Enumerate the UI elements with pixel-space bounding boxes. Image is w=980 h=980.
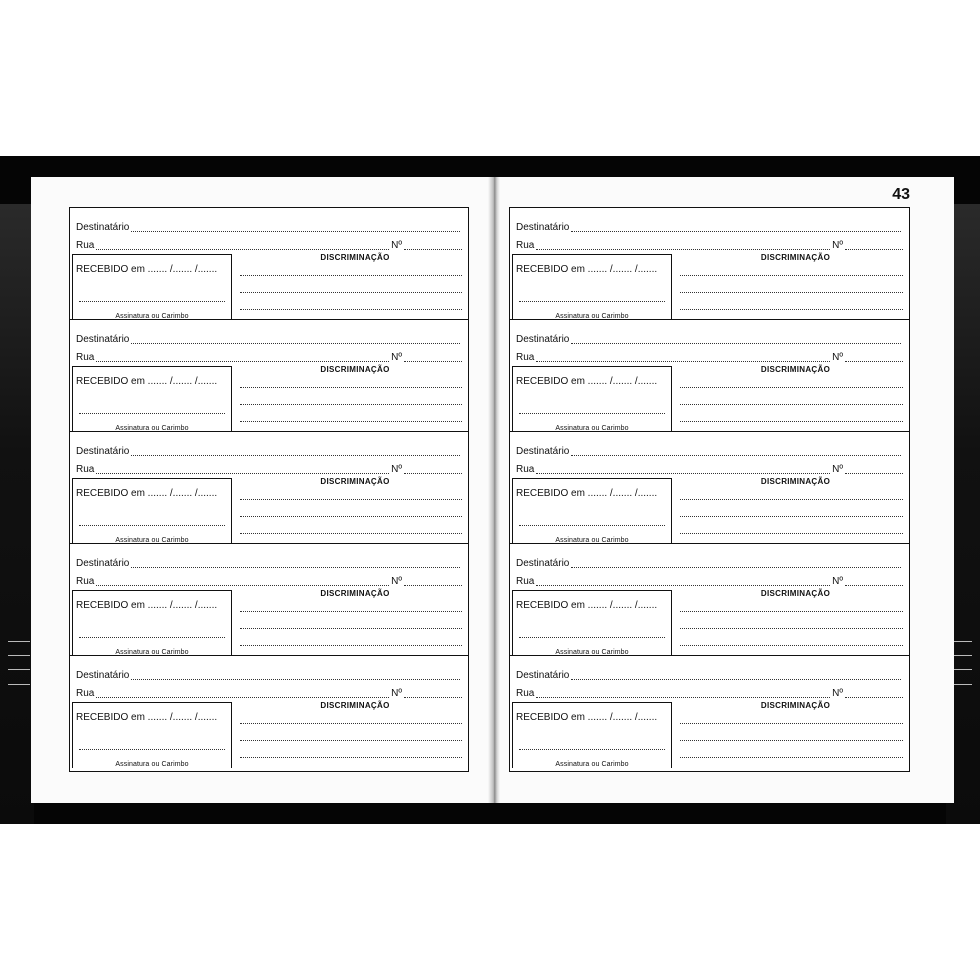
number-field[interactable] (404, 697, 462, 698)
delivery-receipt-form (70, 320, 468, 432)
description-title: DISCRIMINAÇÃO (320, 365, 390, 374)
description-line[interactable] (680, 611, 903, 612)
recipient-label: Destinatário (516, 446, 570, 457)
description-line[interactable] (240, 421, 462, 422)
signature-label: Assinatura ou Carimbo (115, 537, 189, 544)
delivery-receipt-form (70, 544, 468, 656)
street-field[interactable] (96, 249, 389, 250)
number-field[interactable] (404, 473, 462, 474)
street-row (76, 574, 462, 588)
signature-label: Assinatura ou Carimbo (555, 649, 629, 656)
street-field[interactable] (536, 697, 830, 698)
received-date-label[interactable]: RECEBIDO em ....... /....... /....... (76, 712, 218, 723)
delivery-receipt-form (510, 432, 909, 544)
received-box (512, 590, 672, 656)
right-form-block (509, 207, 910, 772)
delivery-receipt-form (510, 320, 909, 432)
description-line[interactable] (240, 740, 462, 741)
description-line[interactable] (240, 611, 462, 612)
street-row (76, 686, 462, 700)
recipient-row (76, 332, 462, 346)
street-field[interactable] (96, 585, 389, 586)
recipient-row (516, 220, 903, 234)
street-field[interactable] (536, 473, 830, 474)
page-edge-left (0, 204, 34, 824)
recipient-label: Destinatário (516, 670, 570, 681)
signature-field[interactable] (519, 749, 665, 750)
signature-field[interactable] (79, 749, 225, 750)
description-line[interactable] (680, 387, 903, 388)
description-title: DISCRIMINAÇÃO (760, 365, 831, 374)
signature-label: Assinatura ou Carimbo (115, 425, 189, 432)
recipient-field[interactable] (131, 231, 460, 232)
number-field[interactable] (845, 361, 903, 362)
street-field[interactable] (96, 361, 389, 362)
description-line[interactable] (680, 628, 903, 629)
description-line[interactable] (240, 309, 462, 310)
recipient-label: Destinatário (76, 558, 130, 569)
received-box (512, 478, 672, 544)
received-box (512, 254, 672, 320)
recipient-field[interactable] (571, 679, 901, 680)
street-field[interactable] (536, 585, 830, 586)
recipient-row (76, 556, 462, 570)
street-field[interactable] (536, 361, 830, 362)
street-label: Rua (76, 240, 95, 251)
book-gutter (488, 177, 500, 803)
street-label: Rua (516, 576, 535, 587)
signature-field[interactable] (519, 413, 665, 414)
recipient-row (76, 444, 462, 458)
recipient-label: Destinatário (76, 446, 130, 457)
recipient-field[interactable] (131, 679, 460, 680)
received-date-label[interactable]: RECEBIDO em ....... /....... /....... (76, 376, 218, 387)
recipient-row (516, 444, 903, 458)
description-line[interactable] (240, 645, 462, 646)
recipient-row (516, 556, 903, 570)
street-label: Rua (76, 688, 95, 699)
signature-label: Assinatura ou Carimbo (555, 761, 629, 768)
street-row (76, 462, 462, 476)
received-box (72, 702, 232, 768)
description-title: DISCRIMINAÇÃO (320, 701, 390, 710)
received-box (72, 366, 232, 432)
signature-field[interactable] (79, 525, 225, 526)
signature-label: Assinatura ou Carimbo (555, 313, 629, 320)
delivery-receipt-form (70, 208, 468, 320)
number-field[interactable] (845, 697, 903, 698)
page-edge-mark (8, 641, 30, 642)
signature-label: Assinatura ou Carimbo (115, 761, 189, 768)
received-date-label[interactable]: RECEBIDO em ....... /....... /....... (516, 264, 658, 275)
delivery-receipt-form (70, 432, 468, 544)
signature-field[interactable] (519, 301, 665, 302)
delivery-receipt-form (510, 544, 909, 656)
number-field[interactable] (404, 361, 462, 362)
number-field[interactable] (845, 249, 903, 250)
description-line[interactable] (240, 628, 462, 629)
description-line[interactable] (680, 723, 903, 724)
description-line[interactable] (240, 387, 462, 388)
street-label: Rua (516, 240, 535, 251)
signature-label: Assinatura ou Carimbo (555, 425, 629, 432)
description-title: DISCRIMINAÇÃO (760, 253, 831, 262)
recipient-row (76, 668, 462, 682)
description-line[interactable] (240, 404, 462, 405)
signature-field[interactable] (519, 637, 665, 638)
description-line[interactable] (680, 421, 903, 422)
number-label: Nº (832, 688, 843, 699)
received-box (72, 254, 232, 320)
signature-label: Assinatura ou Carimbo (555, 537, 629, 544)
number-label: Nº (391, 688, 402, 699)
description-line[interactable] (240, 499, 462, 500)
description-line[interactable] (680, 292, 903, 293)
description-line[interactable] (680, 757, 903, 758)
delivery-receipt-form (70, 656, 468, 768)
description-title: DISCRIMINAÇÃO (320, 589, 390, 598)
recipient-row (516, 668, 903, 682)
received-box (512, 702, 672, 768)
recipient-label: Destinatário (516, 222, 570, 233)
number-label: Nº (832, 240, 843, 251)
street-field[interactable] (96, 473, 389, 474)
street-label: Rua (516, 688, 535, 699)
description-line[interactable] (240, 292, 462, 293)
received-date-label[interactable]: RECEBIDO em ....... /....... /....... (76, 264, 218, 275)
number-field[interactable] (404, 249, 462, 250)
street-field[interactable] (96, 697, 389, 698)
recipient-label: Destinatário (76, 334, 130, 345)
delivery-receipt-form (510, 656, 909, 768)
description-title: DISCRIMINAÇÃO (760, 477, 831, 486)
street-label: Rua (516, 464, 535, 475)
page-edge-mark (8, 684, 30, 685)
number-label: Nº (391, 464, 402, 475)
signature-field[interactable] (79, 301, 225, 302)
number-label: Nº (391, 240, 402, 251)
description-line[interactable] (680, 533, 903, 534)
street-row (516, 574, 903, 588)
received-date-label[interactable]: RECEBIDO em ....... /....... /....... (516, 712, 658, 723)
description-line[interactable] (240, 275, 462, 276)
description-title: DISCRIMINAÇÃO (760, 701, 831, 710)
received-date-label[interactable]: RECEBIDO em ....... /....... /....... (516, 376, 658, 387)
description-line[interactable] (680, 275, 903, 276)
number-label: Nº (391, 352, 402, 363)
description-line[interactable] (240, 516, 462, 517)
received-box (72, 590, 232, 656)
number-field[interactable] (845, 585, 903, 586)
description-line[interactable] (680, 740, 903, 741)
signature-field[interactable] (519, 525, 665, 526)
description-title: DISCRIMINAÇÃO (320, 477, 390, 486)
page-number: 43 (892, 186, 910, 203)
street-label: Rua (76, 352, 95, 363)
recipient-row (516, 332, 903, 346)
description-line[interactable] (680, 499, 903, 500)
description-line[interactable] (680, 309, 903, 310)
description-title: DISCRIMINAÇÃO (760, 589, 831, 598)
description-title: DISCRIMINAÇÃO (320, 253, 390, 262)
recipient-field[interactable] (571, 567, 901, 568)
received-date-label[interactable]: RECEBIDO em ....... /....... /....... (516, 488, 658, 499)
description-line[interactable] (680, 404, 903, 405)
description-line[interactable] (240, 723, 462, 724)
number-label: Nº (832, 576, 843, 587)
description-line[interactable] (680, 645, 903, 646)
recipient-label: Destinatário (516, 334, 570, 345)
street-label: Rua (76, 576, 95, 587)
signature-label: Assinatura ou Carimbo (115, 313, 189, 320)
recipient-field[interactable] (131, 343, 460, 344)
description-line[interactable] (240, 757, 462, 758)
received-box (512, 366, 672, 432)
number-field[interactable] (404, 585, 462, 586)
street-row (516, 686, 903, 700)
left-form-block (69, 207, 469, 772)
page-edge-mark (8, 655, 30, 656)
recipient-field[interactable] (131, 567, 460, 568)
signature-field[interactable] (79, 413, 225, 414)
recipient-field[interactable] (571, 455, 901, 456)
number-field[interactable] (845, 473, 903, 474)
street-row (516, 238, 903, 252)
number-label: Nº (832, 352, 843, 363)
street-field[interactable] (536, 249, 830, 250)
received-date-label[interactable]: RECEBIDO em ....... /....... /....... (76, 488, 218, 499)
signature-field[interactable] (79, 637, 225, 638)
recipient-field[interactable] (571, 231, 901, 232)
recipient-label: Destinatário (516, 558, 570, 569)
delivery-receipt-form (510, 208, 909, 320)
street-row (76, 350, 462, 364)
street-row (516, 462, 903, 476)
received-date-label[interactable]: RECEBIDO em ....... /....... /....... (76, 600, 218, 611)
page-edge-mark (8, 669, 30, 670)
received-date-label[interactable]: RECEBIDO em ....... /....... /....... (516, 600, 658, 611)
recipient-field[interactable] (131, 455, 460, 456)
recipient-label: Destinatário (76, 222, 130, 233)
street-row (516, 350, 903, 364)
description-line[interactable] (240, 533, 462, 534)
recipient-label: Destinatário (76, 670, 130, 681)
signature-label: Assinatura ou Carimbo (115, 649, 189, 656)
description-line[interactable] (680, 516, 903, 517)
street-label: Rua (516, 352, 535, 363)
number-label: Nº (832, 464, 843, 475)
recipient-field[interactable] (571, 343, 901, 344)
street-label: Rua (76, 464, 95, 475)
number-label: Nº (391, 576, 402, 587)
received-box (72, 478, 232, 544)
recipient-row (76, 220, 462, 234)
street-row (76, 238, 462, 252)
